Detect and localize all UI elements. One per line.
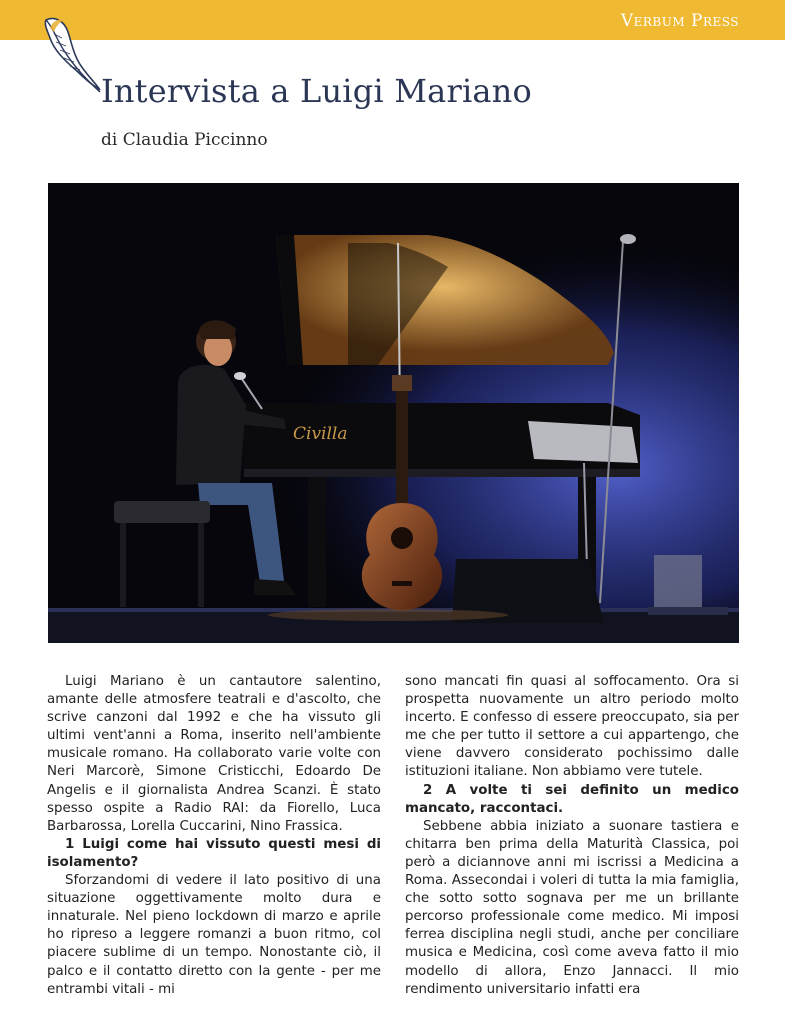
- article-column-left: [47, 673, 381, 999]
- piano-brand-label: Civilla: [293, 424, 348, 444]
- question-1: 1 Luigi come hai vissuto questi mesi di isolamento?: [47, 836, 381, 870]
- article-byline: di Claudia Piccinno: [101, 130, 268, 150]
- article-column-right: [405, 673, 739, 999]
- question-2: 2 A volte ti sei definito un medico mancato, raccontaci.: [405, 782, 739, 816]
- publication-name: Verbum Press: [620, 11, 739, 31]
- quill-icon: [40, 14, 104, 98]
- concert-photo: [48, 183, 739, 643]
- answer-1-continued: sono mancati fin quasi al soffocamento. Ora si prospetta nuovamente un altro periodo molto incerto. E confesso di essere preoccupato, sia per me che per tutto il settore a cui appartengo, che viene davvero considerato pochissimo dalle istituzioni italiane. Non abbiamo vere tutele.: [405, 674, 739, 780]
- paragraph-intro: Luigi Mariano è un cantautore salentino, amante delle atmosfere teatrali e d'ascolto, che scrive canzoni dal 1992 e che ha vissuto gli ultimi vent'anni a Roma, inserito nell'ambiente musicale romano. Ha collaborato varie volte con Neri Marcorè, Simone Cristicchi, Edoardo De Angelis e il giornalista Andrea Scanzi. È stato spesso ospite a Radio RAI: da Fiorello, Luca Barbarossa, Lorella Cuccarini, Nino Frassica.: [47, 674, 381, 834]
- article-title: Intervista a Luigi Mariano: [101, 72, 532, 110]
- answer-1: Sforzandomi di vedere il lato positivo di una situazione oggettivamente molto dura e innaturale. Nel pieno lockdown di marzo e aprile ho ripreso a leggere romanzi a buon ritmo, col piacere sublime di un tempo. Nonostante ciò, il palco e il contatto diretto con la gente - per me entrambi vitali - mi: [47, 873, 381, 997]
- answer-2: Sebbene abbia iniziato a suonare tastiera e chitarra ben prima della Maturità Classica, poi però a diciannove anni mi iscrissi a Medicina a Roma. Assecondai i voleri di tutta la mia famiglia, che sotto sotto sognava per me un brillante percorso professionale come medico. Mi imposi ferrea disciplina negli studi, anche per conciliare musica e Medicina, così come aveva fatto il mio modello di allora, Enzo Jannacci. Il mio rendimento universitario infatti era: [405, 818, 739, 997]
- header-bar: [0, 0, 785, 40]
